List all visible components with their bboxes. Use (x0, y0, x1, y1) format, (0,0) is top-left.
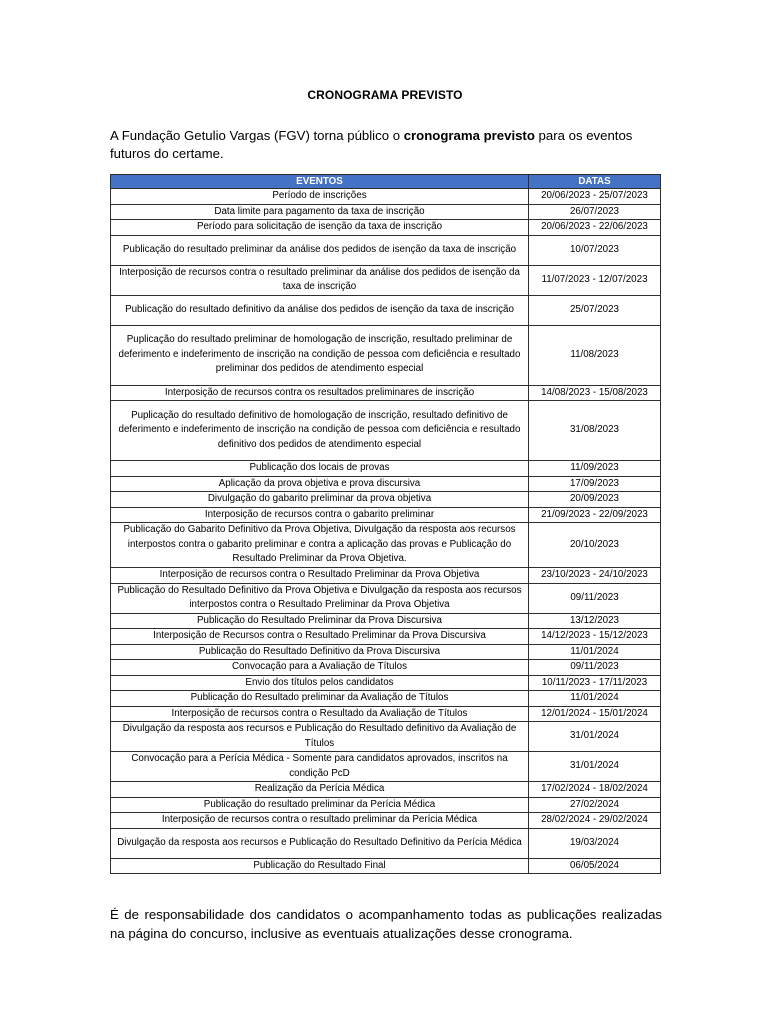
date-cell: 11/08/2023 (529, 325, 661, 385)
event-cell: Publicação dos locais de provas (111, 461, 529, 477)
table-row (111, 660, 661, 676)
event-cell: Publicação do Resultado Definitivo da Prova Objetiva e Divulgação da resposta aos recursos interpostos contra o Resultado Preliminar da Prova Objetiva (111, 583, 529, 613)
table-row (111, 629, 661, 645)
event-cell: Interposição de recursos contra o Resultado Preliminar da Prova Objetiva (111, 568, 529, 584)
event-cell: Publicação do Resultado Final (111, 858, 529, 874)
event-cell: Publicação do resultado definitivo da análise dos pedidos de isenção da taxa de inscrição (111, 295, 529, 325)
date-cell: 06/05/2024 (529, 858, 661, 874)
date-cell: 10/07/2023 (529, 235, 661, 265)
table-body (111, 189, 661, 874)
dates-column-header: DATAS (529, 175, 661, 189)
table-row (111, 265, 661, 295)
event-cell: Período para solicitação de isenção da taxa de inscrição (111, 220, 529, 236)
table-row (111, 644, 661, 660)
table-row (111, 706, 661, 722)
event-cell: Publicação do Gabarito Definitivo da Prova Objetiva, Divulgação da resposta aos recursos interpostos contra o gabarito preliminar e contra a aplicação das provas e Publicação do Resultado Preliminar da Prova Objetiva. (111, 523, 529, 568)
date-cell: 21/09/2023 - 22/09/2023 (529, 507, 661, 523)
table-row (111, 220, 661, 236)
table-row (111, 325, 661, 385)
intro-paragraph (110, 127, 665, 163)
date-cell: 11/01/2024 (529, 691, 661, 707)
page-title: CRONOGRAMA PREVISTO (307, 88, 463, 102)
date-cell: 12/01/2024 - 15/01/2024 (529, 706, 661, 722)
table-row (111, 401, 661, 461)
table-row (111, 722, 661, 752)
table-row (111, 189, 661, 205)
event-cell: Convocação para a Avaliação de Títulos (111, 660, 529, 676)
table-row (111, 461, 661, 477)
event-cell: Realização da Perícia Médica (111, 782, 529, 798)
table-row (111, 507, 661, 523)
date-cell: 14/12/2023 - 15/12/2023 (529, 629, 661, 645)
date-cell: 27/02/2024 (529, 797, 661, 813)
date-cell: 31/01/2024 (529, 752, 661, 782)
table-row (111, 385, 661, 401)
event-cell: Interposição de recursos contra o gabarito preliminar (111, 507, 529, 523)
schedule-table (110, 174, 661, 874)
event-cell: Envio dos títulos pelos candidatos (111, 675, 529, 691)
table-row (111, 613, 661, 629)
table-row (111, 583, 661, 613)
footer-note: É de responsabilidade dos candidatos o acompanhamento todas as publicações realizadas na página do concurso, inclusive as eventuais atualizações desse cronograma. (110, 907, 662, 941)
event-cell: Publicação do Resultado preliminar da Avaliação de Títulos (111, 691, 529, 707)
event-cell: Divulgação da resposta aos recursos e Publicação do Resultado Definitivo da Perícia Médica (111, 828, 529, 858)
date-cell: 09/11/2023 (529, 583, 661, 613)
event-cell: Divulgação da resposta aos recursos e Publicação do Resultado definitivo da Avaliação de Títulos (111, 722, 529, 752)
date-cell: 31/01/2024 (529, 722, 661, 752)
date-cell: 20/06/2023 - 25/07/2023 (529, 189, 661, 205)
table-row (111, 828, 661, 858)
event-cell: Puplicação do resultado definitivo de homologação de inscrição, resultado definitivo de deferimento e indeferimento de inscrição na condição de pessoa com deficiência e resultado definitivo dos pedidos de atendimento especial (111, 401, 529, 461)
date-cell: 11/07/2023 - 12/07/2023 (529, 265, 661, 295)
date-cell: 14/08/2023 - 15/08/2023 (529, 385, 661, 401)
event-cell: Interposição de recursos contra o resultado preliminar da análise dos pedidos de isenção da taxa de inscrição (111, 265, 529, 295)
table-row (111, 476, 661, 492)
date-cell: 13/12/2023 (529, 613, 661, 629)
table-row (111, 675, 661, 691)
date-cell: 17/02/2024 - 18/02/2024 (529, 782, 661, 798)
event-cell: Publicação do Resultado Preliminar da Prova Discursiva (111, 613, 529, 629)
event-cell: Puplicação do resultado preliminar de homologação de inscrição, resultado preliminar de deferimento e indeferimento de inscrição na condição de pessoa com deficiência e resultado preliminar dos pedidos de atendimento especial (111, 325, 529, 385)
date-cell: 20/09/2023 (529, 492, 661, 508)
table-row (111, 691, 661, 707)
table-row (111, 492, 661, 508)
intro-text-bold: cronograma previsto (403, 128, 535, 143)
date-cell: 19/03/2024 (529, 828, 661, 858)
intro-text-start: A Fundação Getulio Vargas (FGV) torna público o (110, 128, 404, 143)
table-row (111, 523, 661, 568)
date-cell: 28/02/2024 - 29/02/2024 (529, 813, 661, 829)
event-cell: Interposição de Recursos contra o Resultado Preliminar da Prova Discursiva (111, 629, 529, 645)
event-cell: Aplicação da prova objetiva e prova discursiva (111, 476, 529, 492)
event-cell: Publicação do Resultado Definitivo da Prova Discursiva (111, 644, 529, 660)
event-cell: Data limite para pagamento da taxa de inscrição (111, 204, 529, 220)
table-row (111, 782, 661, 798)
event-cell: Interposição de recursos contra os resultados preliminares de inscrição (111, 385, 529, 401)
table-row (111, 235, 661, 265)
table-row (111, 858, 661, 874)
date-cell: 23/10/2023 - 24/10/2023 (529, 568, 661, 584)
date-cell: 11/09/2023 (529, 461, 661, 477)
event-cell: Interposição de recursos contra o Resultado da Avaliação de Títulos (111, 706, 529, 722)
date-cell: 31/08/2023 (529, 401, 661, 461)
table-row (111, 752, 661, 782)
date-cell: 20/06/2023 - 22/06/2023 (529, 220, 661, 236)
event-cell: Publicação do resultado preliminar da Perícia Médica (111, 797, 529, 813)
event-cell: Convocação para a Perícia Médica - Somente para candidatos aprovados, inscritos na condição PcD (111, 752, 529, 782)
date-cell: 25/07/2023 (529, 295, 661, 325)
event-cell: Divulgação do gabarito preliminar da prova objetiva (111, 492, 529, 508)
event-cell: Publicação do resultado preliminar da análise dos pedidos de isenção da taxa de inscrição (111, 235, 529, 265)
table-header-row (111, 175, 661, 189)
event-cell: Período de inscrições (111, 189, 529, 205)
date-cell: 09/11/2023 (529, 660, 661, 676)
events-column-header: EVENTOS (111, 175, 529, 189)
table-row (111, 204, 661, 220)
date-cell: 26/07/2023 (529, 204, 661, 220)
table-row (111, 797, 661, 813)
date-cell: 11/01/2024 (529, 644, 661, 660)
date-cell: 20/10/2023 (529, 523, 661, 568)
table-row (111, 568, 661, 584)
date-cell: 17/09/2023 (529, 476, 661, 492)
date-cell: 10/11/2023 - 17/11/2023 (529, 675, 661, 691)
event-cell: Interposição de recursos contra o resultado preliminar da Perícia Médica (111, 813, 529, 829)
table-row (111, 295, 661, 325)
table-row (111, 813, 661, 829)
intro-text-end: para os eventos futuros do certame. (110, 128, 633, 161)
